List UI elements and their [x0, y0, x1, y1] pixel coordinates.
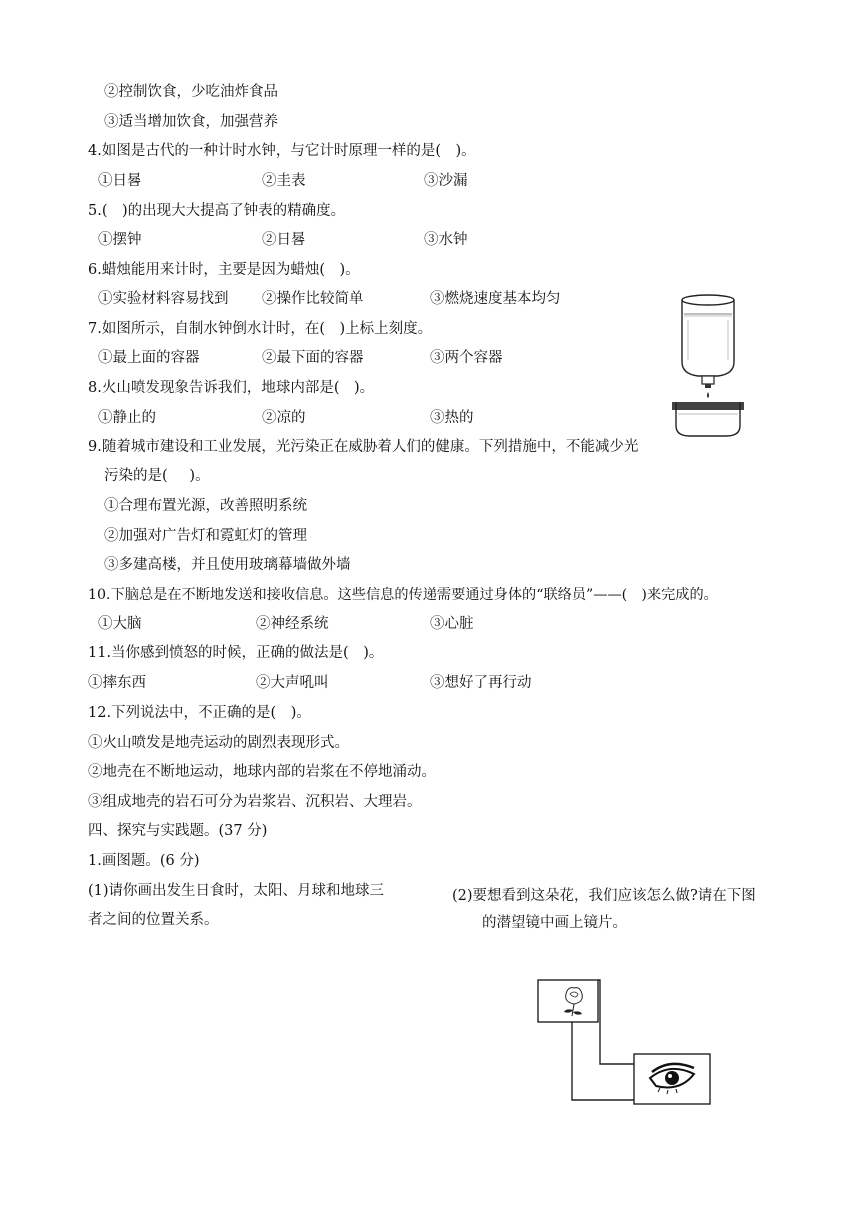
- q3-option-3: ③适当增加饮食，加强营养: [104, 114, 278, 130]
- q12-option-2: ②地壳在不断地运动，地球内部的岩浆在不停地涌动。: [88, 764, 436, 780]
- q4-option-1: ①日晷: [98, 173, 142, 189]
- q10-stem: 10.下脑总是在不断地发送和接收信息。这些信息的传递需要通过身体的“联络员”——( )来完成的。: [88, 587, 718, 603]
- q6-stem: 6.蜡烛能用来计时，主要是因为蜡烛( )。: [88, 262, 360, 278]
- q10-option-3: ③心脏: [430, 616, 474, 632]
- q12-stem: 12.下列说法中，不正确的是( )。: [88, 705, 311, 721]
- q9-option-2: ②加强对广告灯和霓虹灯的管理: [104, 528, 307, 544]
- q9-option-3: ③多建高楼，并且使用玻璃幕墙做外墙: [104, 557, 351, 573]
- q5-option-1: ①摆钟: [98, 232, 142, 248]
- q12-option-1: ①火山喷发是地壳运动的剧烈表现形式。: [88, 735, 349, 751]
- water-clock-figure: [668, 290, 748, 442]
- q8-option-3: ③热的: [430, 410, 474, 426]
- section-title: 四、探究与实践题。(37 分): [88, 823, 268, 839]
- q7-option-3: ③两个容器: [430, 350, 503, 366]
- drawing-part1-line2: 者之间的位置关系。: [88, 912, 219, 928]
- q6-option-1: ①实验材料容易找到: [98, 291, 229, 307]
- q8-stem: 8.火山喷发现象告诉我们，地球内部是( )。: [88, 380, 375, 396]
- q5-stem: 5.( )的出现大大提高了钟表的精确度。: [88, 203, 346, 219]
- drawing-part2-line1: (2)要想看到这朵花，我们应该怎么做?请在下图: [452, 888, 756, 904]
- q10-option-2: ②神经系统: [256, 616, 329, 632]
- q6-option-2: ②操作比较简单: [262, 291, 364, 307]
- q11-stem: 11.当你感到愤怒的时候，正确的做法是( )。: [88, 645, 384, 661]
- q4-option-2: ②圭表: [262, 173, 306, 189]
- q7-option-2: ②最下面的容器: [262, 350, 364, 366]
- drawing-part2-line2: 的潜望镜中画上镜片。: [482, 915, 627, 931]
- q8-option-2: ②凉的: [262, 410, 306, 426]
- q4-option-3: ③沙漏: [424, 173, 468, 189]
- q11-option-3: ③想好了再行动: [430, 675, 532, 691]
- q7-option-1: ①最上面的容器: [98, 350, 200, 366]
- q3-option-2: ②控制饮食，少吃油炸食品: [104, 84, 278, 100]
- drawing-question-title: 1.画图题。(6 分): [88, 853, 200, 869]
- q4-stem: 4.如图是古代的一种计时水钟，与它计时原理一样的是( )。: [88, 143, 476, 159]
- periscope-figure: [534, 976, 714, 1110]
- q11-option-1: ①摔东西: [88, 675, 146, 691]
- q5-option-2: ②日晷: [262, 232, 306, 248]
- q12-option-3: ③组成地壳的岩石可分为岩浆岩、沉积岩、大理岩。: [88, 794, 422, 810]
- q8-option-1: ①静止的: [98, 410, 156, 426]
- q5-option-3: ③水钟: [424, 232, 468, 248]
- drawing-part1-line1: (1)请你画出发生日食时，太阳、月球和地球三: [88, 883, 385, 899]
- q6-option-3: ③燃烧速度基本均匀: [430, 291, 561, 307]
- q9-option-1: ①合理布置光源，改善照明系统: [104, 498, 307, 514]
- q9-stem-line2: 污染的是( )。: [104, 468, 210, 484]
- q10-option-1: ①大脑: [98, 616, 142, 632]
- q9-stem-line1: 9.随着城市建设和工业发展，光污染正在威胁着人们的健康。下列措施中，不能减少光: [88, 439, 639, 455]
- q7-stem: 7.如图所示，自制水钟倒水计时，在( )上标上刻度。: [88, 321, 433, 337]
- q11-option-2: ②大声吼叫: [256, 675, 329, 691]
